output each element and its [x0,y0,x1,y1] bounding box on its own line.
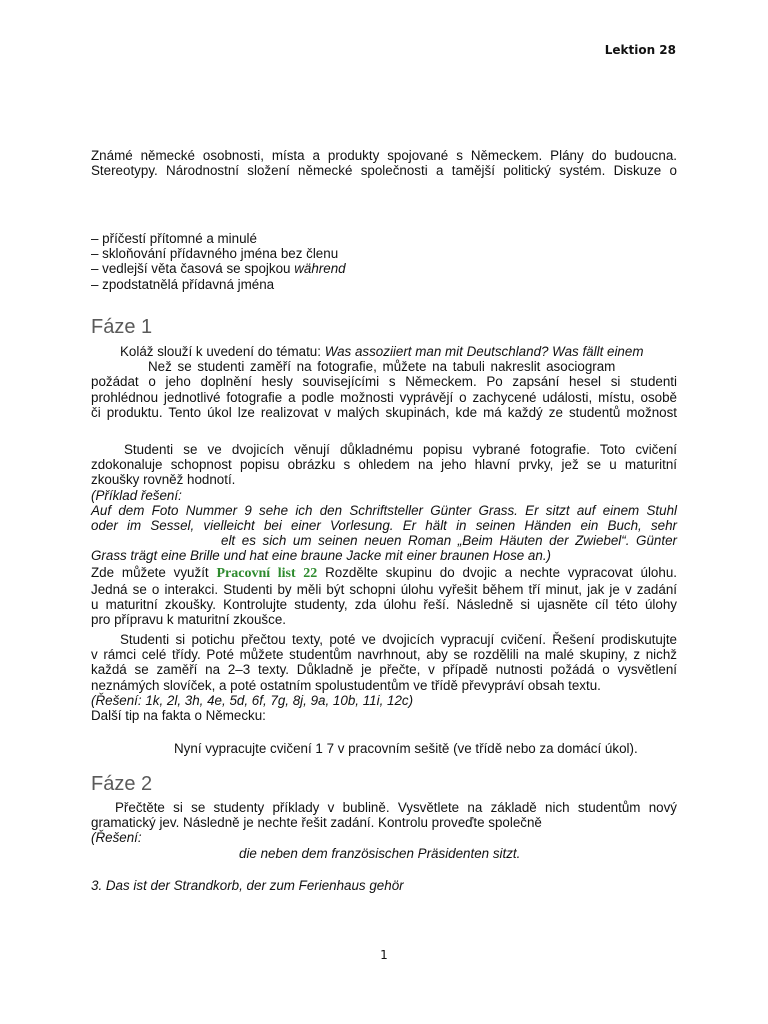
grammar-list [91,231,677,292]
paragraph-line: požádat o jeho doplnění hesly souvisejícími s Německem. Po zapsání hesel si studenti [91,374,677,390]
lesson-header: Lektion 28 [604,43,676,57]
grammar-item: – příčestí přítomné a minulé [91,231,257,246]
paragraph-line: Než se studenti zaměří na fotografie, můžete na tabuli nakreslit asociogram [148,359,616,375]
paragraph-line: či produktu. Tento úkol lze realizovat v malých skupinách, kde má každý ze studentů možnost [91,404,677,420]
paragraph-line: Jedná se o interakci. Studenti by měli být schopni úlohu vyřešit během tří minut, jak je v zadání [91,581,677,597]
example-label: (Příklad řešení: [91,487,182,503]
question-text: Was assoziiert man mit Deutschland? Was fällt einem [324,344,644,359]
exercise-item: 3. Das ist der Strandkorb, der zum Ferienhaus gehör [91,878,404,893]
phase2-title: Fáze 2 [91,773,153,795]
solution-line: (Řešení: 1k, 2l, 3h, 4e, 5d, 6f, 7g, 8j, 9a, 10b, 11i, 12c) [91,692,414,708]
intro-paragraph [91,148,677,178]
phase1-paragraph-photo [91,442,677,627]
worksheet-line [91,564,677,582]
paragraph-line: Přečtěte si se studenty příklady v bublině. Vysvětlete na základě nich studentům nový [115,800,677,815]
paragraph-line: v rámci celé třídy. Poté můžete studentům navrhnout, aby se rozdělili na malé skupiny, z nichž [91,647,677,663]
phase2-exercise [91,878,677,893]
grammar-item [91,261,677,276]
example-line: Auf dem Foto Nummer 9 sehe ich den Schriftsteller Günter Grass. Er sitzt auf einem Stuhl [91,502,677,518]
grammar-item-keyword: während [294,261,346,277]
phase2-paragraph [91,800,677,861]
paragraph-line: zkoušky rovněž hodnotí. [91,472,236,488]
paragraph-line [91,344,677,359]
paragraph-line: každá se zaměří na 2–3 texty. Důkladně je přečte, v případě nutnosti požádá o vysvětlení [91,662,677,678]
page-number: 1 [380,948,388,962]
paragraph-line: Studenti si potichu přečtou texty, poté ve dvojicích vypracují cvičení. Řešení prodiskutujte [120,632,677,647]
paragraph-text: Koláž slouží k uvedení do tématu: [120,344,325,359]
homework-line: Nyní vypracujte cvičení 1 7 v pracovním sešitě (ve třídě nebo za domácí úkol). [174,741,638,756]
tip-line: Další tip na fakta o Německu: [91,708,266,724]
grammar-item: – skloňování přídavného jména bez členu [91,246,339,262]
solution-line: die neben dem französischen Präsidenten sitzt. [239,845,521,861]
paragraph-line: Studenti se ve dvojicích věnují důkladnému popisu vybrané fotografie. Toto cvičení [124,442,677,457]
paragraph-line: u maturitní zkoušky. Kontrolujte studenty, zda úlohu řeší. Následně si ujasněte cíl této úlohy [91,596,677,612]
grammar-item: – zpodstatnělá přídavná jména [91,276,275,292]
intro-line: Stereotypy. Národnostní složení německé společnosti a tamější politický systém. Diskuze o [91,163,677,179]
grammar-item-text: – vedlejší věta časová se spojkou [91,261,295,277]
paragraph-text: Zde můžete využít [91,564,217,580]
intro-line: Známé německé osobnosti, místa a produkty spojované s Německem. Plány do budoucna. [91,148,677,163]
paragraph-line: gramatický jev. Následně je nechte řešit zadání. Kontrolu proveďte společně [91,815,542,831]
worksheet-link[interactable]: Pracovní list 22 [216,565,318,581]
paragraph-text: Rozdělte skupinu do dvojic a nechte vypracovat úlohu. [317,564,677,580]
paragraph-line: neznámých slovíček, a poté ostatním spolustudentům ve třídě převypráví obsah textu. [91,677,601,693]
paragraph-line: zdokonaluje schopnost popisu obrázku s ohledem na jeho hlavní prvky, jež se u maturitní [91,457,677,473]
example-line: elt es sich um seinen neuen Roman „Beim Häuten der Zwiebel“. Günter [221,533,677,549]
phase1-paragraph-collage [91,344,677,420]
paragraph-line: prohlédnou jednotlivé fotografie a podle možnosti vyprávějí o zachycené události, místu, osobě [91,389,677,405]
paragraph-line: pro přípravu k maturitní zkoušce. [91,612,286,628]
example-line: oder im Sessel, vielleicht bei einer Vorlesung. Er hält in seinen Händen ein Buch, sehr [91,518,677,534]
example-line: Grass trägt eine Brille und hat eine braune Jacke mit einer braunen Hose an.) [91,548,552,564]
phase1-homework [91,741,677,756]
phase1-paragraph-reading [91,632,677,723]
phase1-title: Fáze 1 [91,316,153,338]
solution-label: (Řešení: [91,830,142,846]
